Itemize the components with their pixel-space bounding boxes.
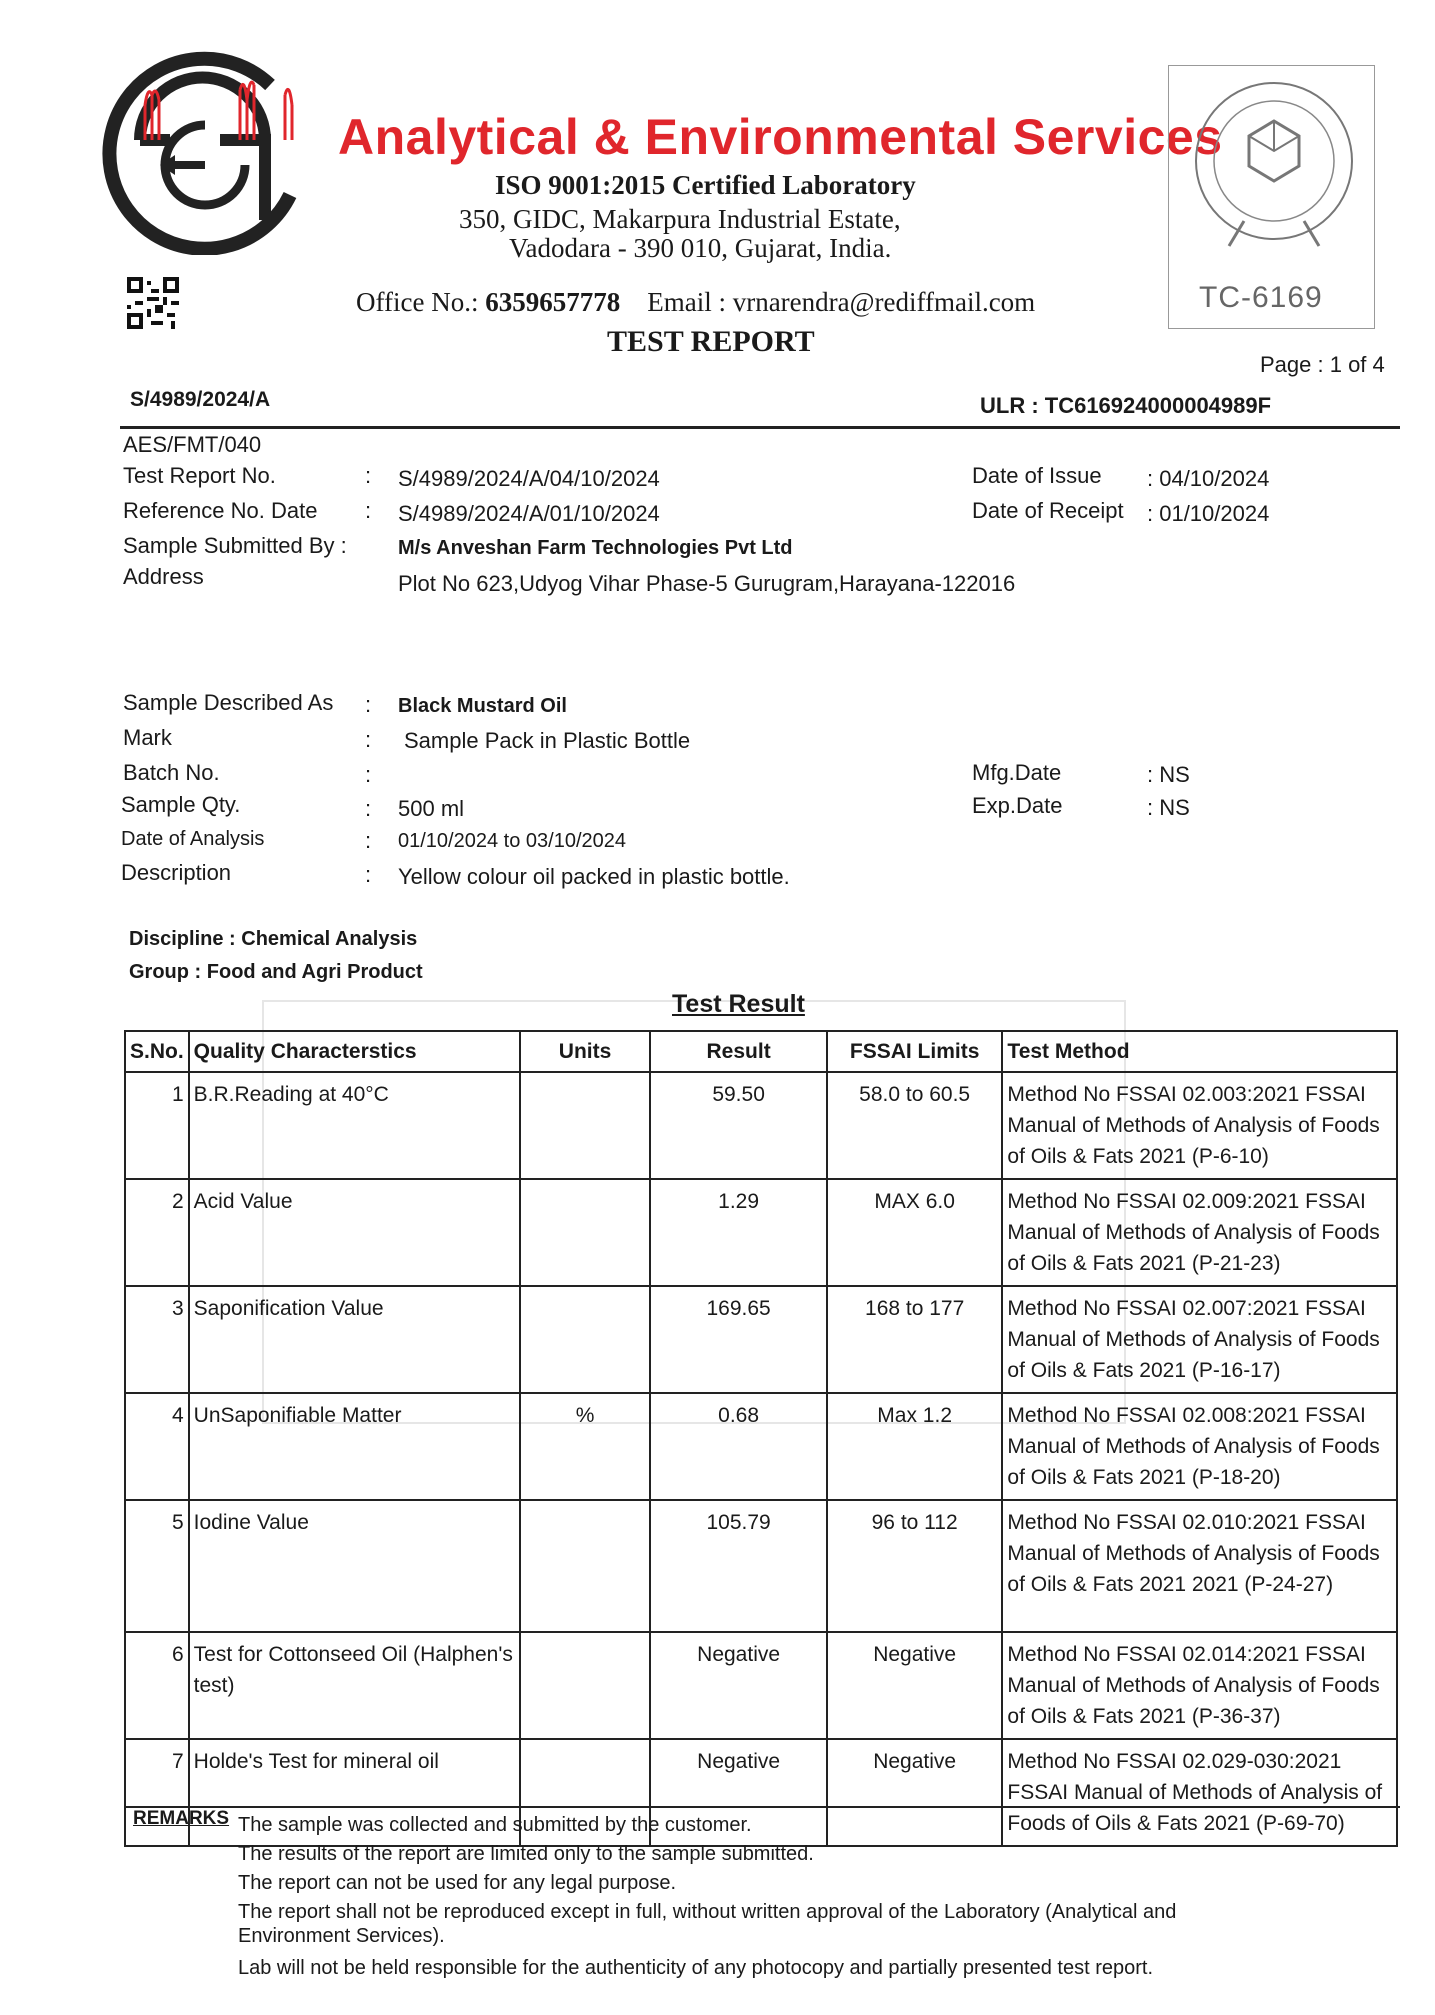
header-quality: Quality Characterstics xyxy=(189,1031,520,1072)
reference-no-label: Reference No. Date xyxy=(123,498,318,523)
group: Group : Food and Agri Product xyxy=(129,961,423,983)
cell-method: Method No FSSAI 02.008:2021 FSSAI Manual of Methods of Analysis of Foods of Oils & Fats 2021 (P-18-20) xyxy=(1002,1393,1397,1500)
header-method: Test Method xyxy=(1002,1031,1397,1072)
office-label: Office No.: xyxy=(356,287,479,317)
mark-value: Sample Pack in Plastic Bottle xyxy=(404,728,691,753)
ulr-number: ULR : TC616924000004989F xyxy=(980,393,1272,418)
discipline: Discipline : Chemical Analysis xyxy=(129,928,418,950)
colon: : xyxy=(365,727,372,752)
sample-qty-value: 500 ml xyxy=(398,796,465,821)
cell-characteristic: Iodine Value xyxy=(189,1500,520,1632)
address-label: Address xyxy=(123,564,204,589)
cell-units xyxy=(520,1632,651,1739)
sample-described-value: Black Mustard Oil xyxy=(398,695,567,717)
cell-method: Method No FSSAI 02.014:2021 FSSAI Manual of Methods of Analysis of Foods of Oils & Fats 2021 (P-36-37) xyxy=(1002,1632,1397,1739)
mark-label: Mark xyxy=(123,725,172,750)
colon: : xyxy=(365,762,372,787)
cell-method: Method No FSSAI 02.003:2021 FSSAI Manual of Methods of Analysis of Foods of Oils & Fats 2021 (P-6-10) xyxy=(1002,1072,1397,1179)
cell-limits: Negative xyxy=(827,1739,1003,1846)
cell-units xyxy=(520,1179,651,1286)
header-limits: FSSAI Limits xyxy=(827,1031,1003,1072)
date-of-issue-label: Date of Issue xyxy=(972,463,1102,488)
cell-units xyxy=(520,1500,651,1632)
date-of-receipt-value: : 01/10/2024 xyxy=(1147,501,1270,526)
test-report-no-value: S/4989/2024/A/04/10/2024 xyxy=(398,466,660,491)
cell-units xyxy=(520,1072,651,1179)
cell-sno: 3 xyxy=(125,1286,189,1393)
cell-result: 0.68 xyxy=(650,1393,827,1500)
cell-sno: 1 xyxy=(125,1072,189,1179)
certification: ISO 9001:2015 Certified Laboratory xyxy=(495,170,916,200)
cell-sno: 5 xyxy=(125,1500,189,1632)
description-label: Description xyxy=(121,860,232,885)
header-divider xyxy=(120,426,1400,429)
address-value: Plot No 623,Udyog Vihar Phase-5 Gurugram,Harayana-122016 xyxy=(398,571,1016,596)
stamp-code: TC-6169 xyxy=(1199,281,1323,314)
report-title: TEST REPORT xyxy=(607,325,815,358)
test-result-title: Test Result xyxy=(672,990,805,1018)
remark-line: The report shall not be reproduced except in full, without written approval of the Laboratory (Analytical and xyxy=(238,1901,1177,1923)
sample-qty-label: Sample Qty. xyxy=(121,792,241,817)
cell-result: 59.50 xyxy=(650,1072,827,1179)
cell-result: 1.29 xyxy=(650,1179,827,1286)
colon: : xyxy=(365,828,372,853)
remark-line: Lab will not be held responsible for the authenticity of any photocopy and partially presented test report. xyxy=(238,1957,1154,1979)
table-row xyxy=(125,1632,1397,1739)
cell-characteristic: Test for Cottonseed Oil (Halphen's test) xyxy=(189,1632,520,1739)
remark-line: Environment Services). xyxy=(238,1925,445,1947)
exp-date-label: Exp.Date xyxy=(972,793,1063,818)
description-value: Yellow colour oil packed in plastic bottle. xyxy=(398,864,790,889)
email: Email : vrnarendra@rediffmail.com xyxy=(647,287,1036,317)
sample-described-label: Sample Described As xyxy=(123,690,334,715)
colon: : xyxy=(365,692,372,717)
colon: : xyxy=(365,862,372,887)
address-line-2: Vadodara - 390 010, Gujarat, India. xyxy=(509,233,892,263)
remarks-label: REMARKS xyxy=(133,1808,230,1829)
cell-characteristic: Saponification Value xyxy=(189,1286,520,1393)
company-name: Analytical & Environmental Services xyxy=(338,109,1223,165)
cell-method: Method No FSSAI 02.007:2021 FSSAI Manual of Methods of Analysis of Foods of Oils & Fats 2021 (P-16-17) xyxy=(1002,1286,1397,1393)
table-row xyxy=(125,1393,1397,1500)
cell-result: 105.79 xyxy=(650,1500,827,1632)
reference-no-value: S/4989/2024/A/01/10/2024 xyxy=(398,501,660,526)
remark-line: The results of the report are limited only to the sample submitted. xyxy=(238,1843,814,1865)
test-report-no-label: Test Report No. xyxy=(123,463,276,488)
cell-method: Method No FSSAI 02.009:2021 FSSAI Manual of Methods of Analysis of Foods of Oils & Fats 2021 (P-21-23) xyxy=(1002,1179,1397,1286)
table-row xyxy=(125,1179,1397,1286)
cell-units xyxy=(520,1286,651,1393)
remark-line: The sample was collected and submitted by the customer. xyxy=(238,1814,752,1836)
date-of-analysis-value: 01/10/2024 to 03/10/2024 xyxy=(398,830,626,852)
header-units: Units xyxy=(520,1031,651,1072)
test-result-table xyxy=(124,1030,1398,1847)
cell-result: 169.65 xyxy=(650,1286,827,1393)
date-of-analysis-label: Date of Analysis xyxy=(121,828,265,850)
cell-characteristic: Acid Value xyxy=(189,1179,520,1286)
mfg-date-label: Mfg.Date xyxy=(972,760,1062,785)
reference-code: S/4989/2024/A xyxy=(130,388,271,411)
accreditation-stamp xyxy=(1168,65,1375,329)
format-code: AES/FMT/040 xyxy=(123,432,262,457)
office-number: 6359657778 xyxy=(485,287,621,317)
cell-method: Method No FSSAI 02.010:2021 FSSAI Manual of Methods of Analysis of Foods of Oils & Fats 2021 2021 (P-24-27) xyxy=(1002,1500,1397,1632)
cell-units: % xyxy=(520,1393,651,1500)
cell-sno: 2 xyxy=(125,1179,189,1286)
remark-line: The report can not be used for any legal purpose. xyxy=(238,1872,677,1894)
table-row xyxy=(125,1286,1397,1393)
qr-code xyxy=(127,277,179,329)
page-number: Page : 1 of 4 xyxy=(1260,352,1385,377)
company-logo xyxy=(100,45,310,255)
mfg-date-value: : NS xyxy=(1147,762,1190,787)
colon: : xyxy=(365,796,372,821)
header-result: Result xyxy=(650,1031,827,1072)
address-line-1: 350, GIDC, Makarpura Industrial Estate, xyxy=(459,204,901,234)
cell-method: Method No FSSAI 02.029-030:2021 FSSAI Manual of Methods of Analysis of Foods of Oils & Fats 2021 (P-69-70) xyxy=(1002,1739,1397,1846)
cell-limits: 96 to 112 xyxy=(827,1500,1003,1632)
submitted-by-value: M/s Anveshan Farm Technologies Pvt Ltd xyxy=(398,537,793,559)
cell-result: Negative xyxy=(650,1632,827,1739)
exp-date-value: : NS xyxy=(1147,795,1190,820)
cell-sno: 6 xyxy=(125,1632,189,1739)
cell-characteristic: UnSaponifiable Matter xyxy=(189,1393,520,1500)
remarks-divider xyxy=(124,1806,1400,1808)
submitted-by-label: Sample Submitted By : xyxy=(123,533,347,558)
colon: : xyxy=(365,498,372,523)
office-contact xyxy=(356,287,1035,318)
cell-limits: 168 to 177 xyxy=(827,1286,1003,1393)
cell-characteristic: Holde's Test for mineral oil xyxy=(189,1739,520,1846)
cell-limits: Negative xyxy=(827,1632,1003,1739)
table-header-row xyxy=(125,1031,1397,1072)
date-of-issue-value: : 04/10/2024 xyxy=(1147,466,1270,491)
colon: : xyxy=(365,463,372,488)
table-row xyxy=(125,1500,1397,1632)
cell-sno: 4 xyxy=(125,1393,189,1500)
cell-characteristic: B.R.Reading at 40°C xyxy=(189,1072,520,1179)
cell-limits: Max 1.2 xyxy=(827,1393,1003,1500)
cell-sno: 7 xyxy=(125,1739,189,1846)
cell-limits: MAX 6.0 xyxy=(827,1179,1003,1286)
header-sno: S.No. xyxy=(125,1031,189,1072)
batch-no-label: Batch No. xyxy=(123,760,220,785)
cell-result: Negative xyxy=(650,1739,827,1846)
table-row xyxy=(125,1072,1397,1179)
cell-limits: 58.0 to 60.5 xyxy=(827,1072,1003,1179)
date-of-receipt-label: Date of Receipt xyxy=(972,498,1124,523)
